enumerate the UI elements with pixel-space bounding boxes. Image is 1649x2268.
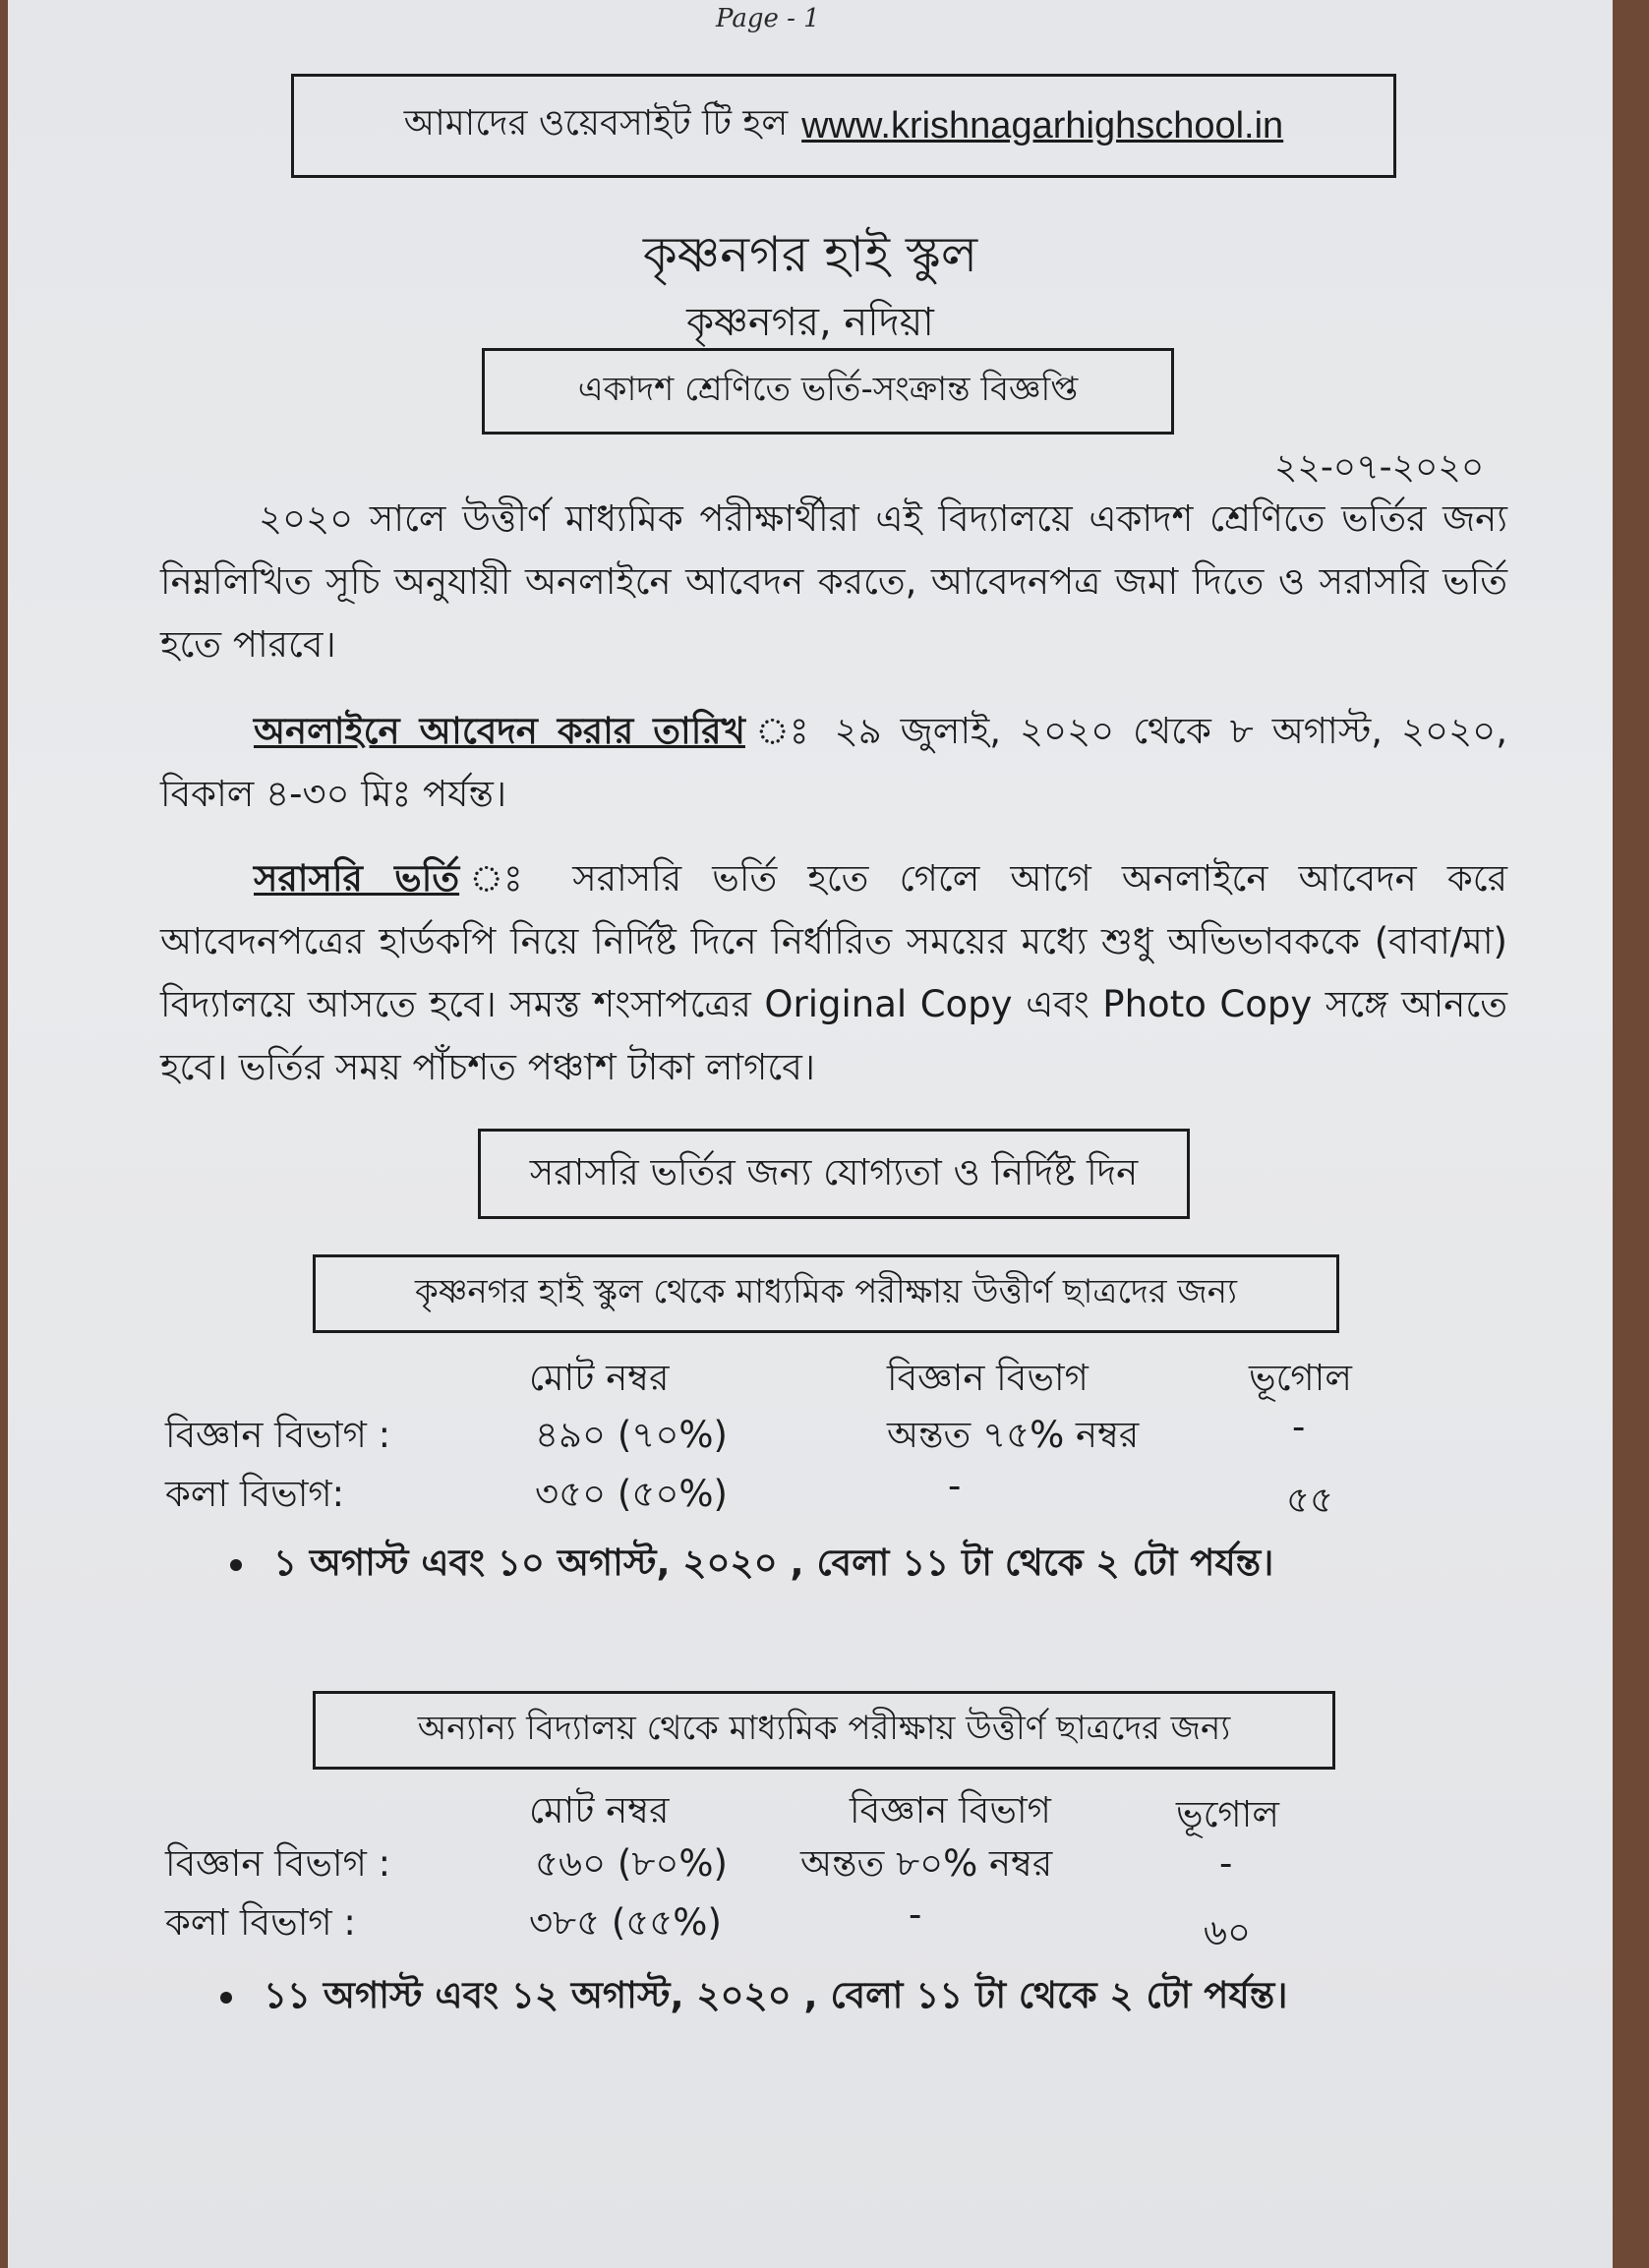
direct-paragraph [160,847,1507,1099]
notice-title: একাদশ শ্রেণিতে ভর্তি-সংক্রান্ত বিজ্ঞপ্তি [482,348,1174,435]
own-school-title: কৃষ্ণনগর হাই স্কুল থেকে মাধ্যমিক পরীক্ষায় উত্তীর্ণ ছাত্রদের জন্য [313,1254,1339,1333]
online-sep: ঃ [744,710,835,752]
direct-text: সরাসরি ভর্তি হতে গেলে আগে অনলাইনে আবেদন করে আবেদনপত্রের হার্ডকপি নিয়ে নির্দিষ্ট দিনে নির্ধারিত সময়ের মধ্যে শুধু অভিভাবককে (বাবা/মা) বিদ্যালয়ে আসতে হবে। সমস্ত শংসাপত্রের Original Copy এবং Photo Copy সঙ্গে আনতে হবে। ভর্তির সময় পাঁচশত পঞ্চাশ টাকা লাগবে। [160,857,1507,1088]
bullet-icon [220,1992,232,2004]
other-row-label: বিজ্ঞান বিভাগ : [165,1842,391,1885]
website-box [291,74,1396,178]
school-name: কৃষ্ণনগর হাই স্কুল [642,226,978,283]
other-row-label: কলা বিভাগ : [165,1901,356,1944]
own-row-label: বিজ্ঞান বিভাগ : [165,1414,391,1456]
own-row-science: অন্তত ৭৫% নম্বর [887,1414,1140,1456]
notice-date: ২২-০৭-২০২০ [1274,447,1485,488]
online-text: ২৯ জুলাই, ২০২০ থেকে ৮ অগাস্ট, ২০২০, বিকাল ৪-৩০ মিঃ পর্যন্ত। [160,710,1507,815]
own-row-geo: - [1292,1406,1306,1448]
website-prefix: আমাদের ওয়েবসাইট টি হল [403,103,789,144]
other-header-geo: ভূগোল [1176,1793,1279,1835]
other-schedule-text: ১১ অগাস্ট এবং ১২ অগাস্ট, ২০২০ , বেলা ১১ টা থেকে ২ টো পর্যন্ত। [264,1974,1288,2016]
bullet-icon [230,1559,242,1571]
school-place: কৃষ্ণনগর, নদিয়া [686,300,934,345]
eligibility-title: সরাসরি ভর্তির জন্য যোগ্যতা ও নির্দিষ্ট দিন [478,1129,1190,1219]
intro-paragraph: ২০২০ সালে উত্তীর্ণ মাধ্যমিক পরীক্ষার্থীরা এই বিদ্যালয়ে একাদশ শ্রেণিতে ভর্তির জন্য নিম্নলিখিত সূচি অনুযায়ী অনলাইনে আবেদন করতে, আবেদনপত্র জমা দিতে ও সরাসরি ভর্তি হতে পারবে। [160,497,1507,666]
other-school-title: অন্যান্য বিদ্যালয় থেকে মাধ্যমিক পরীক্ষায় উত্তীর্ণ ছাত্রদের জন্য [313,1691,1335,1770]
own-header-geo: ভূগোল [1249,1357,1352,1399]
other-row-geo: - [1219,1842,1233,1885]
other-header-total: মোট নম্বর [529,1789,670,1832]
online-heading: অনলাইনে আবেদন করার তারিখ [254,710,745,752]
own-row-total: ৩৫০ (৫০%) [535,1473,728,1515]
other-row-geo: ৬০ [1204,1911,1252,1953]
own-schedule-text: ১ অগাস্ট এবং ১০ অগাস্ট, ২০২০ , বেলা ১১ টা থেকে ২ টো পর্যন্ত। [273,1541,1274,1584]
own-row-label: কলা বিভাগ: [165,1473,345,1515]
other-row-total: ৩৮৫ (৫৫%) [529,1901,722,1944]
page-label: Page - 1 [716,4,820,33]
own-row-science: - [948,1465,962,1507]
other-row-total: ৫৬০ (৮০%) [535,1842,728,1885]
own-row-total: ৪৯০ (৭০%) [535,1414,728,1456]
online-paragraph [160,700,1507,826]
other-header-science: বিজ্ঞান বিভাগ [850,1789,1051,1832]
own-header-total: মোট নম্বর [529,1357,670,1399]
other-row-science: অন্তত ৮০% নম্বর [800,1842,1053,1885]
own-schedule [230,1534,1273,1596]
own-row-geo: ৫৫ [1286,1479,1334,1521]
notice-page [8,0,1613,2268]
other-row-science: - [909,1893,922,1936]
direct-sep: ঃ [459,857,573,900]
website-url[interactable]: www.krishnagarhighschool.in [801,104,1284,146]
direct-heading: সরাসরি ভর্তি [254,857,460,900]
own-header-science: বিজ্ঞান বিভাগ [887,1357,1089,1399]
other-schedule [220,1966,1287,2028]
